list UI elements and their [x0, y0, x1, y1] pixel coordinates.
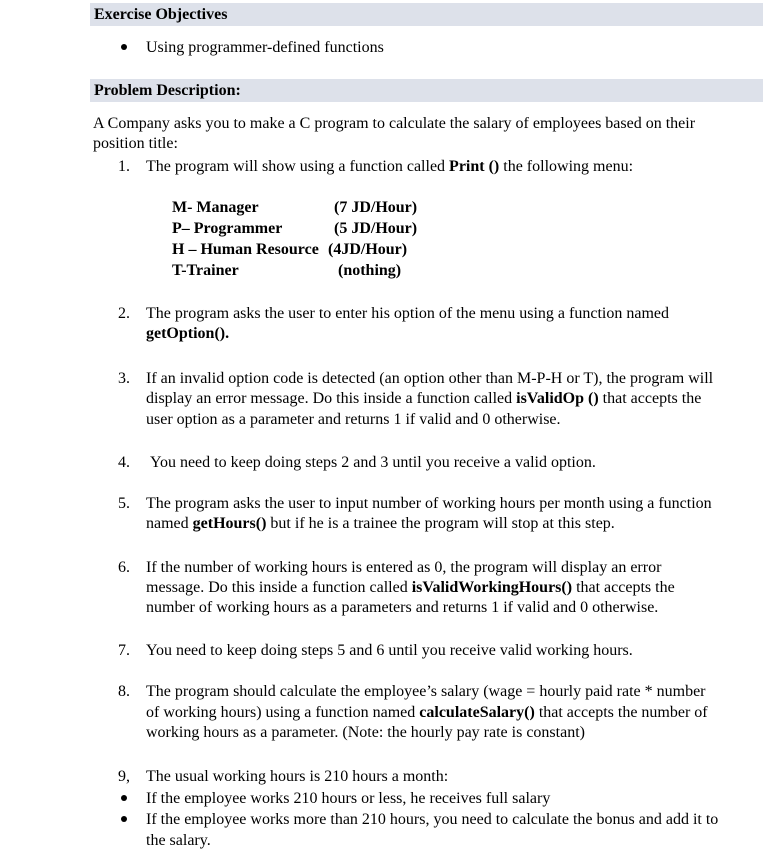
problem-intro-line-2: position title: [93, 135, 178, 152]
step-5-line-2 [146, 513, 615, 534]
step-2-line-1: The program asks the user to enter his option of the menu using a function named [146, 305, 669, 322]
menu-item-label: M- Manager [172, 199, 259, 216]
step-5-text-a: named [146, 515, 193, 532]
step-6-text-a: message. Do this inside a function called [146, 579, 412, 596]
step-9-line-1: The usual working hours is 210 hours a month: [146, 768, 449, 785]
step-3-text-c: that accepts the [598, 390, 702, 407]
exercise-objectives-header: Exercise Objectives [90, 3, 763, 26]
step-number: 3. [118, 370, 130, 387]
menu-item-rate: (nothing) [338, 262, 402, 279]
step-number: 5. [118, 495, 130, 512]
step-1-text-a: The program will show using a function called [146, 158, 450, 175]
step-8-line-1: The program should calculate the employee’s salary (wage = hourly paid rate * number [146, 683, 706, 700]
step-8-text-a: of working hours) using a function named [146, 704, 420, 721]
step-8-text-c: that accepts the number of [534, 704, 708, 721]
menu-item-label: H – Human Resource [172, 241, 319, 258]
step-3-line-3: user option as a parameter and returns 1 if valid and 0 otherwise. [146, 411, 561, 428]
problem-description-header: Problem Description: [90, 79, 763, 102]
bullet-dot-icon [121, 816, 127, 822]
step-3-function-name: isValidOp () [516, 390, 599, 407]
step-5-line-1: The program asks the user to input number of working hours per month using a function [146, 495, 712, 512]
bullet-dot-icon [121, 795, 127, 801]
step-6-text-c: that accepts the [572, 579, 675, 596]
step-number: 8. [118, 683, 130, 700]
menu-item-rate: (5 JD/Hour) [334, 220, 418, 237]
step-6-line-3: number of working hours as a parameters and returns 1 if valid and 0 otherwise. [146, 599, 659, 616]
step-8-function-name: calculateSalary() [419, 704, 535, 721]
step-6-function-name: isValidWorkingHours() [411, 579, 573, 596]
step-number: 1. [118, 158, 130, 175]
menu-item-rate: (4JD/Hour) [328, 241, 408, 258]
step-number: 6. [118, 559, 130, 576]
step-9-bullet-2-line-2: the salary. [146, 832, 211, 849]
objective-item: Using programmer-defined functions [146, 39, 384, 56]
menu-item-label: P– Programmer [172, 220, 283, 237]
step-9-bullet-1: If the employee works 210 hours or less, he receives full salary [146, 790, 551, 807]
step-3-text-a: display an error message. Do this inside a function called [146, 390, 517, 407]
step-4-line-1: You need to keep doing steps 2 and 3 until you receive a valid option. [150, 454, 596, 471]
step-number: 2. [118, 305, 130, 322]
step-2-function-name: getOption(). [146, 325, 230, 342]
bullet-dot-icon [121, 44, 127, 50]
menu-item-label: T-Trainer [172, 262, 239, 279]
step-1-text-c: the following menu: [499, 158, 634, 175]
step-3-line-1: If an invalid option code is detected (an option other than M-P-H or T), the program will [146, 370, 714, 387]
step-number: 4. [118, 454, 130, 471]
step-number: 7. [118, 642, 130, 659]
step-5-text-c: but if he is a trainee the program will stop at this step. [266, 515, 615, 532]
step-3-line-2 [146, 388, 701, 409]
step-5-function-name: getHours() [192, 515, 267, 532]
problem-intro-line-1: A Company asks you to make a C program to calculate the salary of employees based on their [93, 115, 696, 132]
step-number: 9, [118, 768, 130, 785]
step-6-line-1: If the number of working hours is entered as 0, the program will display an error [146, 559, 662, 576]
step-9-bullet-2-line-1: If the employee works more than 210 hours, you need to calculate the bonus and add it to [146, 811, 719, 828]
step-8-line-2 [146, 702, 708, 723]
step-1-function-name: Print () [449, 158, 500, 175]
step-7-line-1: You need to keep doing steps 5 and 6 until you receive valid working hours. [146, 642, 633, 659]
menu-item-rate: (7 JD/Hour) [334, 199, 418, 216]
step-6-line-2 [146, 577, 675, 598]
step-8-line-3: working hours as a parameter. (Note: the hourly pay rate is constant) [146, 724, 585, 741]
step-1-text [146, 156, 633, 177]
